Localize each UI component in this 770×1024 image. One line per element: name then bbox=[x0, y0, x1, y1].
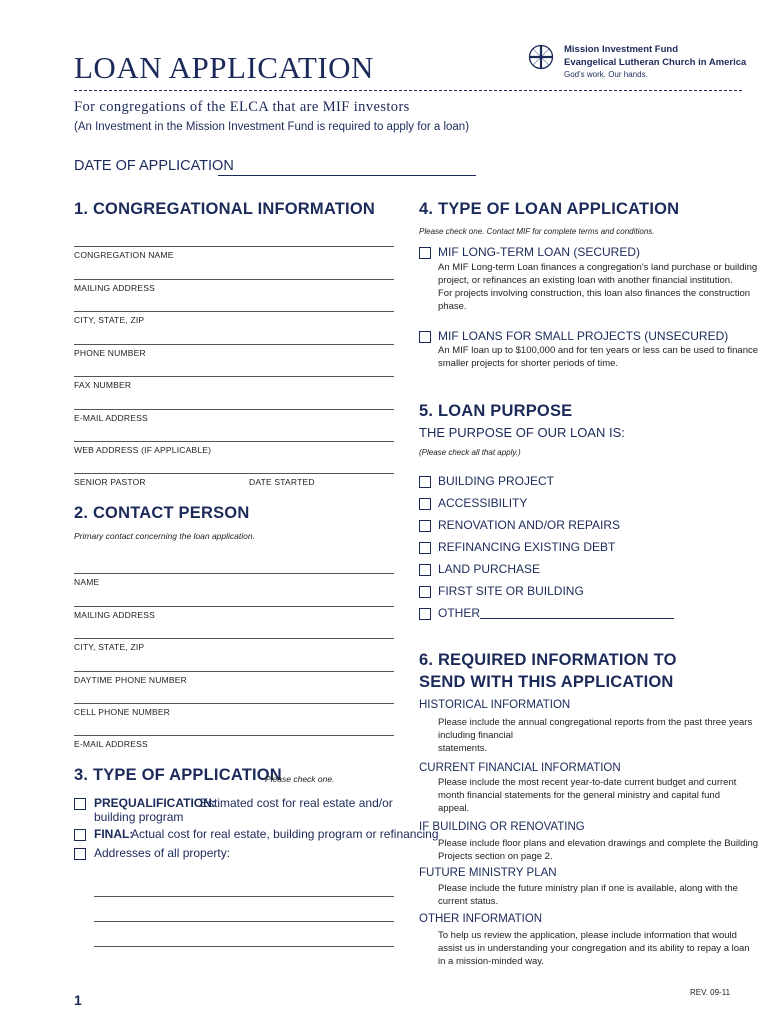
senior-pastor-field[interactable] bbox=[74, 473, 394, 474]
field-label: E-MAIL ADDRESS bbox=[74, 739, 148, 749]
field-label: MAILING ADDRESS bbox=[74, 283, 155, 293]
purpose-option-label: OTHER bbox=[438, 606, 480, 620]
future-ministry-desc-2: current status. bbox=[438, 896, 499, 907]
historical-info-desc-3: statements. bbox=[438, 743, 488, 754]
long-term-loan-desc-2: project, or refinances an existing loan with another financial institution. bbox=[438, 275, 733, 286]
field-label: FAX NUMBER bbox=[74, 380, 132, 390]
congregation-name-field[interactable] bbox=[74, 246, 394, 247]
field-label: SENIOR PASTOR bbox=[74, 477, 146, 487]
other-checkbox[interactable] bbox=[419, 608, 431, 620]
contact-city-state-zip-field[interactable] bbox=[74, 638, 394, 639]
purpose-option-label: ACCESSIBILITY bbox=[438, 496, 528, 510]
building-renovating-desc-2: Projects section on page 2. bbox=[438, 851, 553, 862]
building-project-checkbox[interactable] bbox=[419, 476, 431, 488]
section-3-title: 3. TYPE OF APPLICATION bbox=[74, 766, 282, 784]
purpose-option-label: LAND PURCHASE bbox=[438, 562, 541, 576]
building-renovating-desc-1: Please include floor plans and elevation drawings and complete the Building bbox=[438, 838, 759, 849]
long-term-loan-checkbox[interactable] bbox=[419, 247, 431, 259]
other-purpose-field[interactable] bbox=[480, 618, 674, 619]
other-info-desc-3: in a mission-minded way. bbox=[438, 956, 544, 967]
address-line-3[interactable] bbox=[94, 946, 394, 947]
section-5-title: 5. LOAN PURPOSE bbox=[419, 402, 573, 420]
date-of-application-field[interactable] bbox=[218, 175, 476, 176]
page-number: 1 bbox=[74, 992, 82, 1008]
field-label: PHONE NUMBER bbox=[74, 348, 146, 358]
section-1-title: 1. CONGREGATIONAL INFORMATION bbox=[74, 200, 375, 218]
field-label: NAME bbox=[74, 577, 100, 587]
field-label: CITY, STATE, ZIP bbox=[74, 315, 145, 325]
historical-info-desc-2: including financial bbox=[438, 730, 513, 741]
section-2-note: Primary contact concerning the loan application. bbox=[74, 531, 255, 541]
final-label: FINAL: bbox=[94, 827, 134, 841]
prequalification-checkbox[interactable] bbox=[74, 798, 86, 810]
contact-email-field[interactable] bbox=[74, 735, 394, 736]
mif-cross-logo-icon bbox=[528, 43, 554, 71]
title-divider bbox=[74, 90, 742, 91]
purpose-option-label: BUILDING PROJECT bbox=[438, 474, 555, 488]
renovation-checkbox[interactable] bbox=[419, 520, 431, 532]
phone-number-field[interactable] bbox=[74, 344, 394, 345]
page-title: LOAN APPLICATION bbox=[74, 50, 374, 85]
section-6-title-1: 6. REQUIRED INFORMATION TO bbox=[419, 651, 677, 669]
section-3-note: Please check one. bbox=[265, 774, 335, 784]
future-ministry-desc-1: Please include the future ministry plan if one is available, along with the bbox=[438, 883, 738, 894]
small-projects-loan-checkbox[interactable] bbox=[419, 331, 431, 343]
email-address-field[interactable] bbox=[74, 409, 394, 410]
long-term-loan-desc-3: For projects involving construction, this loan also finances the construction bbox=[438, 288, 751, 299]
logo-tagline: God's work. Our hands. bbox=[564, 70, 648, 79]
small-projects-loan-desc-2: smaller projects for shorter periods of time. bbox=[438, 358, 619, 369]
field-label: E-MAIL ADDRESS bbox=[74, 413, 148, 423]
long-term-loan-desc-1: An MIF Long-term Loan finances a congregation's land purchase or building bbox=[438, 262, 758, 273]
purpose-option-label: REFINANCING EXISTING DEBT bbox=[438, 540, 616, 554]
contact-name-field[interactable] bbox=[74, 573, 394, 574]
address-line-1[interactable] bbox=[94, 896, 394, 897]
prequalification-text-2: building program bbox=[94, 810, 184, 824]
field-label: CONGREGATION NAME bbox=[74, 250, 174, 260]
section-4-note: Please check one. Contact MIF for complete terms and conditions. bbox=[419, 227, 655, 236]
mailing-address-field[interactable] bbox=[74, 279, 394, 280]
section-5-note: (Please check all that apply.) bbox=[419, 448, 521, 457]
section-2-title: 2. CONTACT PERSON bbox=[74, 504, 250, 522]
address-line-2[interactable] bbox=[94, 921, 394, 922]
purpose-option-label: RENOVATION AND/OR REPAIRS bbox=[438, 518, 621, 532]
web-address-field[interactable] bbox=[74, 441, 394, 442]
small-projects-loan-label: MIF LOANS FOR SMALL PROJECTS (UNSECURED) bbox=[438, 329, 729, 343]
historical-info-desc-1: Please include the annual congregational reports from the past three years bbox=[438, 717, 753, 728]
prequalification-text: Estimated cost for real estate and/or bbox=[200, 796, 393, 810]
long-term-loan-desc-4: phase. bbox=[438, 301, 467, 312]
building-renovating-heading: IF BUILDING OR RENOVATING bbox=[419, 821, 585, 833]
fax-number-field[interactable] bbox=[74, 376, 394, 377]
first-site-checkbox[interactable] bbox=[419, 586, 431, 598]
date-of-application-label: DATE OF APPLICATION bbox=[74, 158, 234, 174]
purpose-option-label: FIRST SITE OR BUILDING bbox=[438, 584, 584, 598]
addresses-checkbox[interactable] bbox=[74, 848, 86, 860]
refinancing-checkbox[interactable] bbox=[419, 542, 431, 554]
land-purchase-checkbox[interactable] bbox=[419, 564, 431, 576]
section-4-title: 4. TYPE OF LOAN APPLICATION bbox=[419, 200, 680, 218]
prequalification-label: PREQUALIFICATION: bbox=[94, 796, 216, 810]
other-info-desc-2: assist us in understanding your congregation and its ability to repay a loan bbox=[438, 943, 750, 954]
section-6-title-2: SEND WITH THIS APPLICATION bbox=[419, 673, 674, 691]
contact-mailing-address-field[interactable] bbox=[74, 606, 394, 607]
city-state-zip-field[interactable] bbox=[74, 311, 394, 312]
future-ministry-heading: FUTURE MINISTRY PLAN bbox=[419, 867, 557, 879]
current-financial-desc-2: month financial statements for the general ministry and capital fund bbox=[438, 790, 720, 801]
logo-org: Evangelical Lutheran Church in America bbox=[564, 57, 747, 68]
other-info-heading: OTHER INFORMATION bbox=[419, 913, 543, 925]
field-label: DATE STARTED bbox=[249, 477, 315, 487]
current-financial-desc-1: Please include the most recent year-to-date current budget and current bbox=[438, 777, 737, 788]
addresses-label: Addresses of all property: bbox=[94, 846, 231, 860]
page-subnote: (An Investment in the Mission Investment Fund is required to apply for a loan) bbox=[74, 121, 470, 133]
logo-name: Mission Investment Fund bbox=[564, 44, 679, 55]
field-label: CELL PHONE NUMBER bbox=[74, 707, 171, 717]
field-label: WEB ADDRESS (IF APPLICABLE) bbox=[74, 445, 212, 455]
historical-info-heading: HISTORICAL INFORMATION bbox=[419, 699, 571, 711]
field-label: CITY, STATE, ZIP bbox=[74, 642, 145, 652]
long-term-loan-label: MIF LONG-TERM LOAN (SECURED) bbox=[438, 245, 641, 259]
cell-phone-field[interactable] bbox=[74, 703, 394, 704]
accessibility-checkbox[interactable] bbox=[419, 498, 431, 510]
final-text: Actual cost for real estate, building program or refinancing bbox=[131, 827, 439, 841]
revision-label: REV. 09-11 bbox=[690, 988, 731, 997]
final-checkbox[interactable] bbox=[74, 829, 86, 841]
daytime-phone-field[interactable] bbox=[74, 671, 394, 672]
current-financial-heading: CURRENT FINANCIAL INFORMATION bbox=[419, 762, 621, 774]
small-projects-loan-desc-1: An MIF loan up to $100,000 and for ten years or less can be used to finance bbox=[438, 345, 759, 356]
field-label: DAYTIME PHONE NUMBER bbox=[74, 675, 187, 685]
page-subtitle: For congregations of the ELCA that are MIF investors bbox=[74, 99, 410, 115]
section-5-subtitle: THE PURPOSE OF OUR LOAN IS: bbox=[419, 425, 625, 440]
other-info-desc-1: To help us review the application, please include information that would bbox=[438, 930, 737, 941]
current-financial-desc-3: appeal. bbox=[438, 803, 470, 814]
field-label: MAILING ADDRESS bbox=[74, 610, 155, 620]
